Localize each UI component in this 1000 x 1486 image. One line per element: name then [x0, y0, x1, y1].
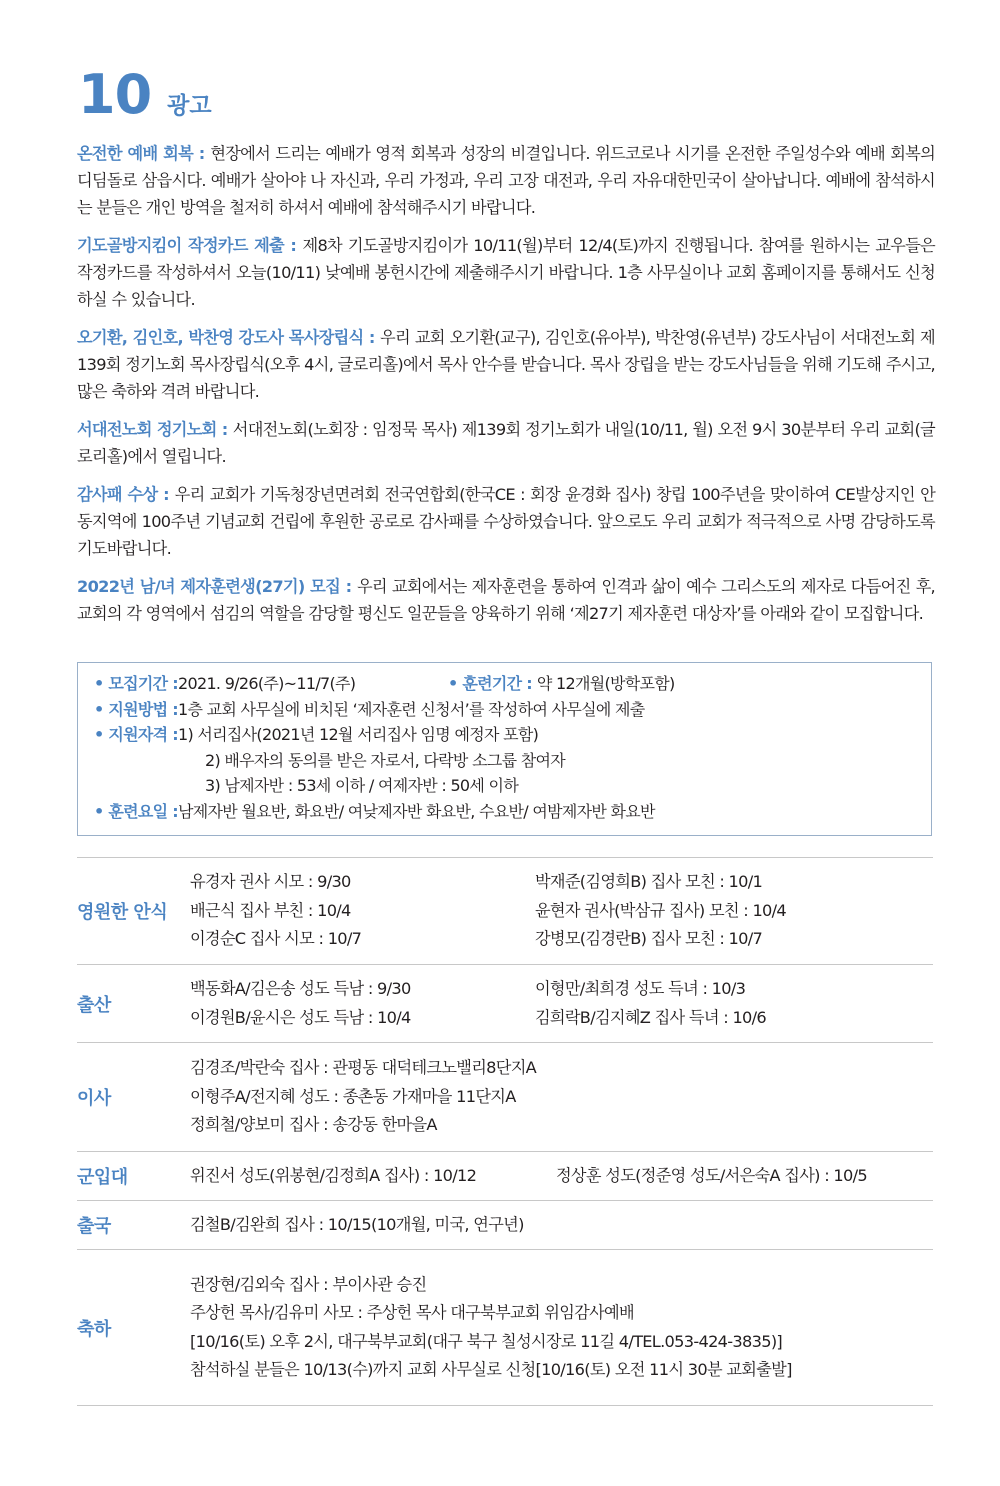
notice-body: 제8차 기도골방지킴이가 10/11(월)부터 12/4(토)까지 진행됩니다. 참여를 원하시는 교우들은 작정카드를 작성하셔서 오늘(10/11) 낮예배 봉헌시간에 제출해주시기 바랍니다. 1층 사무실이나 교회 홈페이지를 통해서도 신청하실 수 있습니다.: [77, 236, 935, 309]
notice-list: [77, 140, 935, 638]
recruit-details-box: [77, 662, 932, 836]
news-entry: 이형만/최희경 성도 득녀 : 10/3: [535, 979, 746, 998]
recruit-days-label: • 훈련요일 :: [94, 801, 178, 821]
news-entry: 정희철/양보미 집사 : 송강동 한마을A: [190, 1115, 437, 1135]
notice-body: 우리 교회 오기환(교구), 김인호(유아부), 박찬영(유년부) 강도사님이 서대전노회 제139회 정기노회 목사장립식(오후 4시, 글로리홀)에서 목사 안수를 받습니다. 목사 장립을 받는 강도사님들을 위해 기도해 주시고, 많은 축하와 격려 바랍니다.: [77, 328, 935, 401]
news-entry: 윤현자 권사(박삼규 집사) 모친 : 10/4: [535, 900, 787, 920]
recruit-qual-line: 3) 남제자반 : 53세 이하 / 여제자반 : 50세 이하: [205, 776, 519, 795]
recruit-qualification: [94, 722, 931, 748]
news-entry: 이경원B/윤시은 성도 득남 : 10/4: [190, 1007, 411, 1027]
news-entry: 권장현/김외숙 집사 : 부이사관 승진: [190, 1274, 427, 1294]
recruit-days: [94, 799, 931, 825]
news-row-birth: [77, 964, 933, 1042]
news-entry: 김경조/박란숙 집사 : 관평동 대덕테크노밸리8단지A: [190, 1058, 537, 1078]
recruit-training-period: [448, 671, 675, 697]
news-entry: [10/16(토) 오후 2시, 대구북부교회(대구 북구 칠성시장로 11길 4/TEL.053-424-3835)]: [190, 1331, 783, 1351]
recruit-qual-value: 1) 서리집사(2021년 12월 서리집사 임명 예정자 포함): [178, 725, 539, 744]
notice-body: 우리 교회가 기독청장년면려회 전국연합회(한국CE : 회장 윤경화 집사) 창립 100주년을 맞이하여 CE발상지인 안동지역에 100주년 기념교회 건립에 후원한 공로로 감사패를 수상하였습니다. 앞으로도 우리 교회가 적극적으로 사명 감당하도록 기도바랍니다.: [77, 485, 936, 558]
notice-worship-recovery: [77, 140, 935, 221]
news-col: [535, 975, 766, 1032]
recruit-period-value: 2021. 9/26(주)~11/7(주): [178, 674, 356, 693]
training-period-label: • 훈련기간 :: [448, 674, 537, 693]
news-body-move: [190, 1054, 933, 1140]
news-entry: 강병모(김경란B) 집사 모친 : 10/7: [535, 929, 763, 949]
news-entry: 박재준(김영희B) 집사 모친 : 10/1: [535, 872, 763, 892]
notice-prayer-card: [77, 232, 935, 313]
news-entry: 주상헌 목사/김유미 사모 : 주상헌 목사 대구북부교회 위임감사예배: [190, 1303, 634, 1322]
news-col: [190, 975, 535, 1032]
notice-disciple-training: [77, 573, 935, 627]
news-label-rest: 영원한 안식: [77, 902, 168, 923]
recruit-qual-line: 2) 배우자의 동의를 받은 자로서, 다락방 소그룹 참여자: [205, 750, 565, 770]
news-entry: 참석하실 분들은 10/13(수)까지 교회 사무실로 신청[10/16(토) 오전 11시 30분 교회출발]: [190, 1360, 792, 1379]
news-row-rest: [77, 857, 933, 964]
news-label-congrats: 축하: [77, 1318, 111, 1340]
recruit-method: [94, 697, 931, 723]
page-header: [78, 63, 212, 126]
section-title: 광고: [167, 93, 212, 119]
notice-title: 감사패 수상 :: [77, 485, 175, 504]
recruit-method-value: 1층 교회 사무실에 비치된 ‘제자훈련 신청서’를 작성하여 사무실에 제출: [178, 699, 645, 719]
news-entry: 정상훈 성도(정준영 성도/서은숙A 집사) : 10/5: [556, 1165, 867, 1185]
news-row-move: [77, 1042, 933, 1151]
news-entry: 백동화A/김은송 성도 득남 : 9/30: [190, 979, 411, 998]
notice-title: 2022년 남/녀 제자훈련생(27기) 모집 :: [77, 577, 357, 596]
notice-plaque: [77, 481, 935, 562]
notice-body: 현장에서 드리는 예배가 영적 회복과 성장의 비결입니다. 위드코로나 시기를 온전한 주일성수와 예배 회복의 디딤돌로 삼읍시다. 예배가 살아야 나 자신과, 우리 가정과, 우리 고장 대전과, 우리 자유대한민국이 살아납니다. 예배에 참석하시는 분들은 개인 방역을 철저히 하셔서 예배에 참석해주시기 바랍니다.: [77, 144, 936, 217]
news-entry: 김희락B/김지혜Z 집사 득녀 : 10/6: [535, 1007, 767, 1027]
news-label-military: 군입대: [77, 1167, 128, 1188]
recruit-qual-label: • 지원자격 :: [94, 725, 178, 744]
news-label-birth: 출산: [77, 994, 111, 1016]
recruit-method-label: • 지원방법 :: [94, 699, 178, 719]
notice-title: 기도골방지킴이 작정카드 제출 :: [77, 236, 303, 255]
news-body-depart: [190, 1211, 933, 1240]
news-label-depart: 출국: [77, 1216, 111, 1237]
page-number: 10: [78, 63, 152, 126]
recruit-days-value: 남제자반 월요반, 화요반/ 여낮제자반 화요반, 수요반/ 여밤제자반 화요반: [178, 801, 655, 821]
news-entry: 이경순C 집사 시모 : 10/7: [190, 929, 362, 949]
family-news-table: [77, 857, 933, 1406]
recruit-period-label: • 모집기간 :: [94, 674, 178, 693]
notice-presbytery: [77, 416, 935, 470]
news-body-congrats: [190, 1271, 933, 1385]
notice-title: 오기환, 김인호, 박찬영 강도사 목사장립식 :: [77, 328, 381, 347]
notice-title: 서대전노회 정기노회 :: [77, 420, 233, 439]
news-body-birth: [190, 975, 933, 1032]
news-row-congrats: [77, 1249, 933, 1406]
news-body-rest: [190, 868, 933, 954]
news-entry: 김철B/김완희 집사 : 10/15(10개월, 미국, 연구년): [190, 1214, 524, 1234]
news-row-depart: [77, 1200, 933, 1249]
notice-ordination: [77, 324, 935, 405]
training-period-value: 약 12개월(방학포함): [536, 674, 675, 693]
news-body-military: [190, 1162, 933, 1191]
news-entry: 위진서 성도(위봉현/김정희A 집사) : 10/12: [190, 1165, 477, 1185]
news-row-military: [77, 1151, 933, 1200]
news-entry: 이형주A/전지혜 성도 : 종촌동 가재마을 11단지A: [190, 1086, 516, 1106]
news-col: [535, 868, 786, 954]
news-col: [190, 868, 535, 954]
news-entry: 유경자 권사 시모 : 9/30: [190, 872, 351, 892]
notice-body: 우리 교회에서는 제자훈련을 통하여 인격과 삶이 예수 그리스도의 제자로 다듬어진 후, 교회의 각 영역에서 섬김의 역할을 감당할 평신도 일꾼들을 양육하기 위해 ‘제27기 제자훈련 대상자’를 아래와 같이 모집합니다.: [77, 577, 936, 623]
news-label-move: 이사: [77, 1088, 111, 1109]
news-entry: 배근식 집사 부친 : 10/4: [190, 900, 351, 920]
notice-title: 온전한 예배 회복 :: [77, 144, 211, 163]
notice-body: 서대전노회(노회장 : 임정묵 목사) 제139회 정기노회가 내일(10/11, 월) 오전 9시 30분부터 우리 교회(글로리홀)에서 열립니다.: [77, 420, 935, 466]
